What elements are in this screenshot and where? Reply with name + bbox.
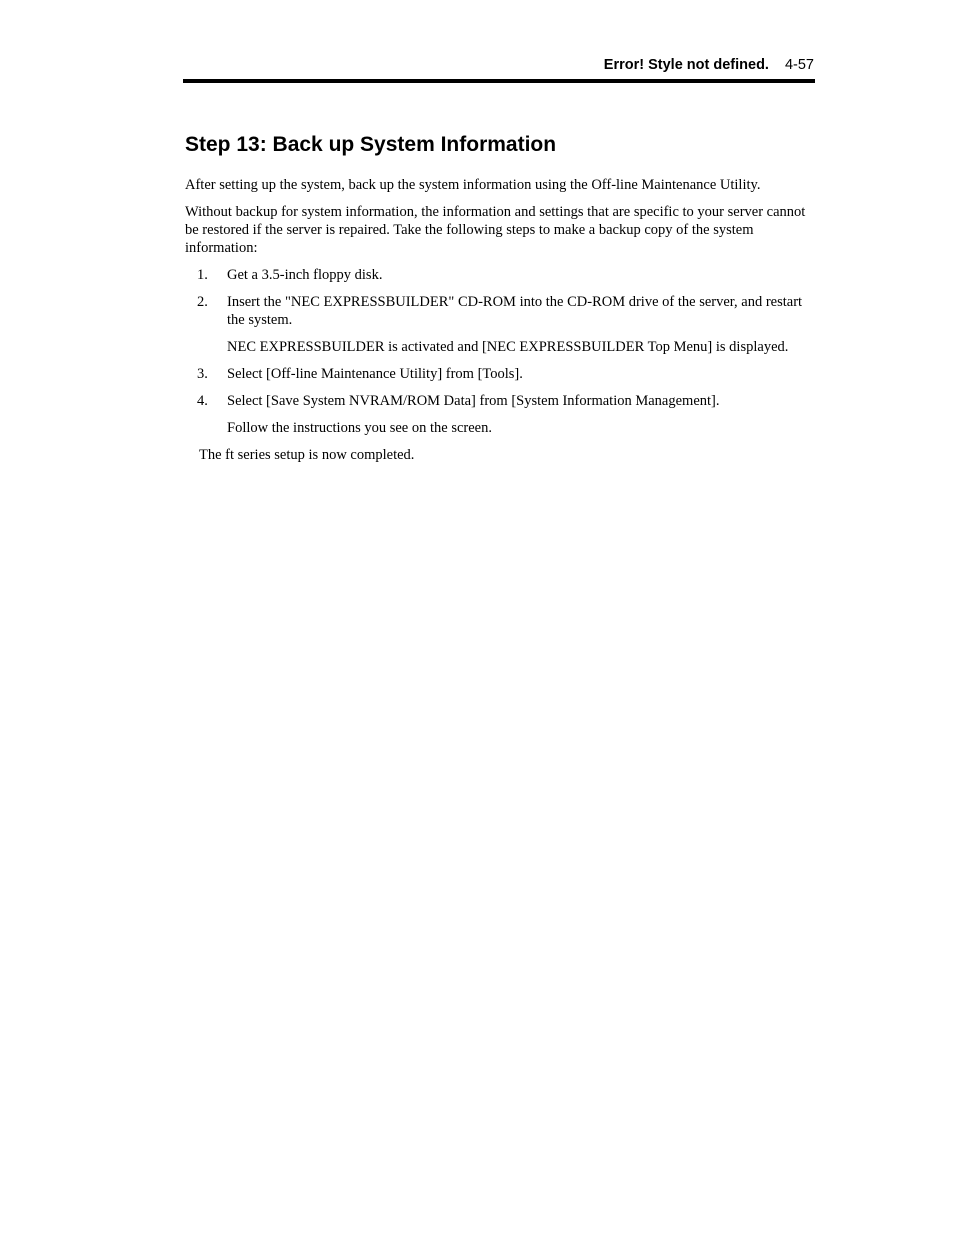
step-number: 2. <box>197 294 208 310</box>
description-paragraph: Without backup for system information, the information and settings that are specific to your server cannot be restored if the server is repaired. Take the following steps to make a backup copy of the system information: <box>185 204 806 256</box>
header-rule <box>183 79 815 83</box>
intro-paragraph: After setting up the system, back up the system information using the Off-line Maintenance Utility. <box>185 177 761 193</box>
step-number: 1. <box>197 267 208 283</box>
step-item <box>185 266 815 284</box>
step-number: 3. <box>197 366 208 382</box>
step-item <box>185 365 815 383</box>
step-text: Select [Off-line Maintenance Utility] from [Tools]. <box>227 366 523 382</box>
step-note: Follow the instructions you see on the screen. <box>227 420 492 436</box>
step-text: Select [Save System NVRAM/ROM Data] from [System Information Management]. <box>227 393 720 409</box>
step-text: Insert the "NEC EXPRESSBUILDER" CD-ROM into the CD-ROM drive of the server, and restart the system. <box>227 294 803 328</box>
header-title: Error! Style not defined. <box>603 57 769 73</box>
section-content <box>185 130 815 464</box>
step-item <box>185 392 815 410</box>
step-text: Get a 3.5-inch floppy disk. <box>227 267 383 283</box>
section-heading: Step 13: Back up System Information <box>185 133 557 156</box>
steps-list <box>185 266 815 437</box>
header-page-number: 4-57 <box>784 57 814 73</box>
closing-paragraph: The ft series setup is now completed. <box>199 447 415 463</box>
step-number: 4. <box>197 393 208 409</box>
step-note: NEC EXPRESSBUILDER is activated and [NEC EXPRESSBUILDER Top Menu] is displayed. <box>227 339 789 355</box>
step-item <box>185 293 815 329</box>
running-header <box>183 55 814 75</box>
